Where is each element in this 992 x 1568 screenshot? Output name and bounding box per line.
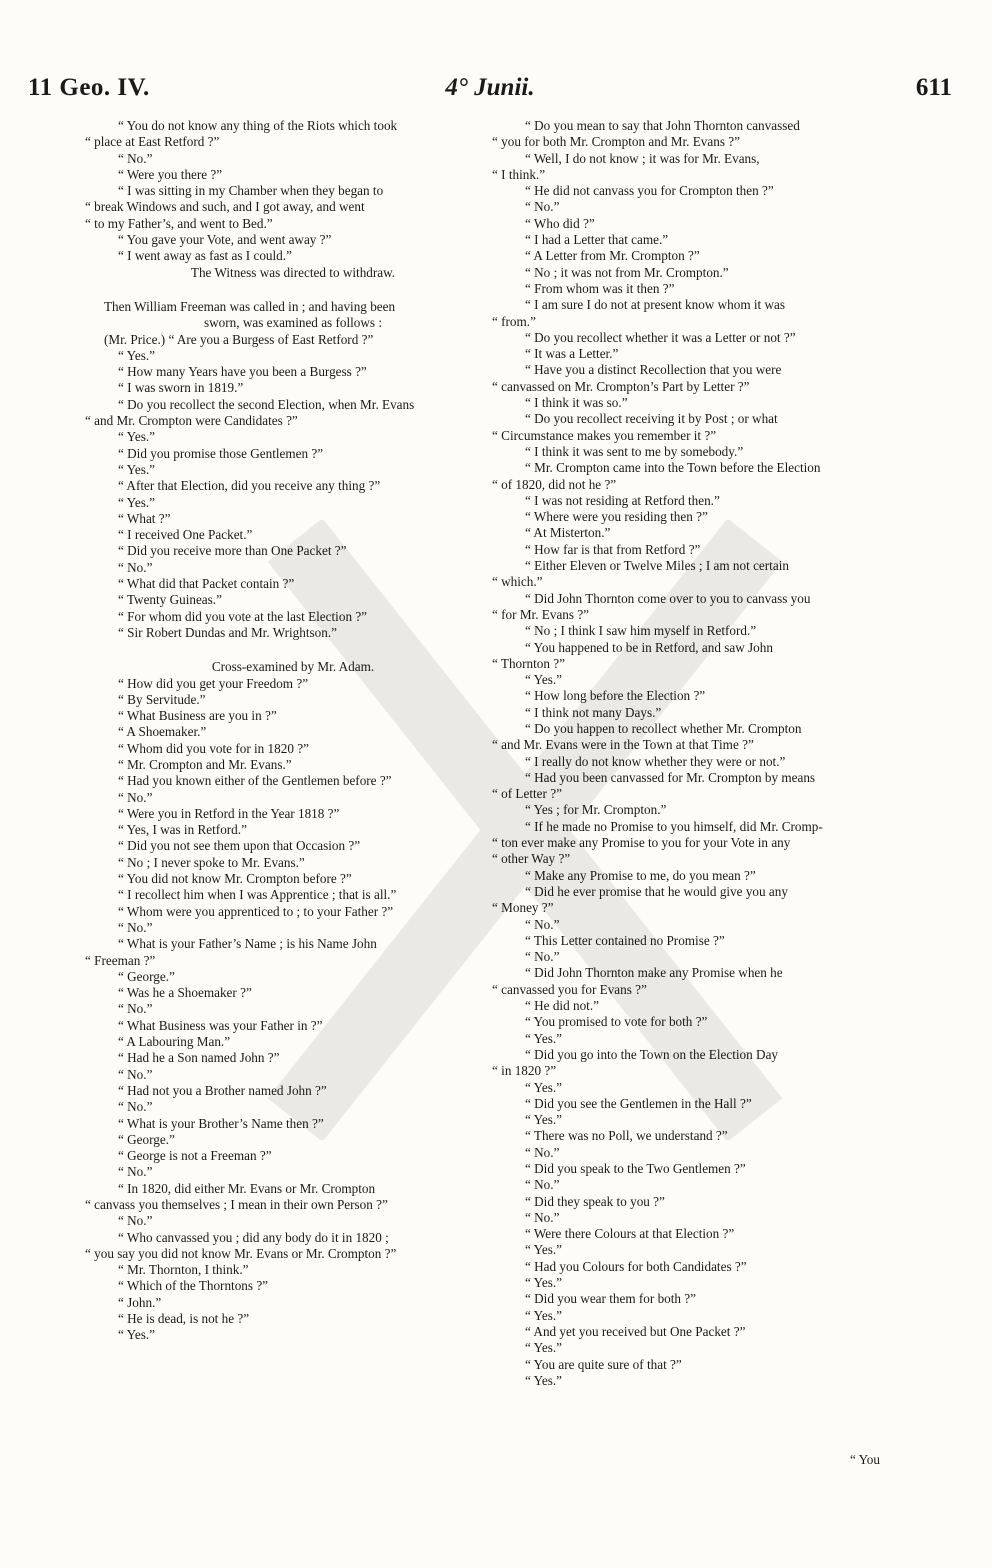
text-line: “ George is not a Freeman ?”	[118, 1148, 272, 1164]
text-line: “ Yes.”	[118, 461, 155, 477]
text-line: “ other Way ?”	[492, 851, 571, 867]
text-line: “ Had you known either of the Gentlemen before ?”	[118, 773, 392, 789]
text-line: “ No.”	[118, 1001, 153, 1017]
text-line: “ You gave your Vote, and went away ?”	[118, 232, 332, 248]
text-line: “ Did John Thornton come over to you to canvass you	[525, 590, 811, 606]
text-line: “ Where were you residing then ?”	[525, 509, 708, 525]
text-line: “ From whom was it then ?”	[525, 280, 675, 296]
text-line: “ After that Election, did you receive any thing ?”	[118, 478, 381, 494]
text-line: “ I recollect him when I was Apprentice ; that is all.”	[118, 887, 397, 903]
text-line: “ A Letter from Mr. Crompton ?”	[525, 248, 700, 264]
text-line: “ Yes.”	[525, 1340, 562, 1356]
text-line: “ Whom did you vote for in 1820 ?”	[118, 740, 309, 756]
text-line: “ I was not residing at Retford then.”	[525, 492, 720, 508]
text-line: “ Did you go into the Town on the Election Day	[525, 1046, 779, 1062]
text-line: “ to my Father’s, and went to Bed.”	[85, 215, 273, 231]
text-line: “ Either Eleven or Twelve Miles ; I am not certain	[525, 558, 789, 574]
text-line: “ Whom were you apprenticed to ; to your Father ?”	[118, 903, 394, 919]
text-line: “ You happened to be in Retford, and saw John	[525, 639, 773, 655]
text-line: “ How long before the Election ?”	[525, 688, 706, 704]
catchword: “ You	[849, 1452, 880, 1467]
text-line: “ This Letter contained no Promise ?”	[525, 932, 725, 948]
text-line: “ No.”	[118, 1164, 153, 1180]
text-line: The Witness was directed to withdraw.	[190, 264, 396, 280]
spacer	[104, 641, 482, 659]
text-line: “ Do you recollect receiving it by Post ; or what	[525, 411, 778, 427]
left-column	[85, 118, 482, 1344]
text-line: “ No ; it was not from Mr. Crompton.”	[525, 264, 729, 280]
text-line: “ Were you in Retford in the Year 1818 ?”	[118, 805, 340, 821]
text-line: “ Yes.”	[118, 347, 155, 363]
text-line: “ In 1820, did either Mr. Evans or Mr. Crompton	[118, 1180, 376, 1196]
text-line: “ I went away as fast as I could.”	[118, 248, 292, 264]
text-line: “ in 1820 ?”	[492, 1063, 557, 1079]
text-line: “ If he made no Promise to you himself, did Mr. Cromp-	[525, 818, 823, 834]
text-line: “ for Mr. Evans ?”	[492, 606, 590, 622]
text-line: “ What is your Brother’s Name then ?”	[118, 1115, 324, 1131]
text-line: “ How far is that from Retford ?”	[525, 541, 701, 557]
text-line: “ No.”	[118, 150, 153, 166]
text-line: “ from.”	[492, 313, 536, 329]
text-line: “ You promised to vote for both ?”	[525, 1014, 708, 1030]
text-line: “ Who did ?”	[525, 215, 595, 231]
text-line: “ you say you did not know Mr. Evans or Mr. Crompton ?”	[85, 1245, 397, 1261]
text-line: “ Well, I do not know ; it was for Mr. Evans,	[525, 150, 760, 166]
text-line: “ What did that Packet contain ?”	[118, 576, 295, 592]
text-line: “ Did you not see them upon that Occasion ?”	[118, 838, 361, 854]
text-line: “ No.”	[525, 916, 560, 932]
text-line: “ Yes.”	[525, 1030, 562, 1046]
text-line: “ He did not.”	[525, 998, 599, 1014]
text-line: “ No.”	[525, 1177, 560, 1193]
text-line: “ No.”	[118, 1099, 153, 1115]
text-line: “ Had not you a Brother named John ?”	[118, 1082, 327, 1098]
text-line: “ George.”	[118, 968, 175, 984]
text-line: “ Yes.”	[525, 1372, 562, 1388]
text-line: “ No.”	[525, 1209, 560, 1225]
text-line: “ Did you speak to the Two Gentlemen ?”	[525, 1161, 746, 1176]
text-line: “ ton ever make any Promise to you for your Vote in any	[492, 835, 791, 851]
text-line: “ Yes.”	[525, 1242, 562, 1258]
text-line: “ A Labouring Man.”	[118, 1034, 231, 1050]
text-line: “ Yes.”	[525, 672, 562, 688]
text-line: Cross-examined by Mr. Adam.	[211, 659, 375, 675]
text-line: “ Did he ever promise that he would give you any	[525, 883, 788, 899]
spacer	[104, 281, 482, 299]
text-line: “ No.”	[118, 1066, 153, 1082]
text-line: “ Mr. Thornton, I think.”	[118, 1262, 249, 1278]
text-line: “ Was he a Shoemaker ?”	[118, 985, 252, 1001]
text-line: “ And yet you received but One Packet ?”	[525, 1323, 746, 1339]
text-line: “ You are quite sure of that ?”	[525, 1356, 682, 1372]
text-line: “ Yes.”	[525, 1112, 562, 1128]
text-line: “ Yes.”	[118, 494, 155, 510]
text-line: “ Do you recollect the second Election, when Mr. Evans	[118, 396, 415, 412]
text-line: “ Yes.”	[525, 1275, 562, 1291]
text-line: Then William Freeman was called in ; and having been	[104, 298, 396, 314]
right-column	[492, 118, 889, 1389]
text-line: “ break Windows and such, and I got away, and went	[85, 199, 365, 215]
text-line: “ Mr. Crompton came into the Town before the Election	[525, 460, 821, 476]
text-line: “ Twenty Guineas.”	[118, 592, 222, 608]
text-line: “ Yes ; for Mr. Crompton.”	[525, 802, 667, 818]
text-line: “ You do not know any thing of the Riots which took	[118, 118, 398, 133]
text-line: “ Do you recollect whether it was a Letter or not ?”	[525, 329, 796, 345]
text-line: “ canvassed on Mr. Crompton’s Part by Letter ?”	[492, 378, 750, 394]
text-line: “ No.”	[118, 789, 153, 805]
text-line: “ of Letter ?”	[492, 786, 562, 802]
text-line: “ I was sworn in 1819.”	[118, 380, 244, 396]
text-line: sworn, was examined as follows :	[204, 315, 382, 331]
text-line: “ of 1820, did not he ?”	[492, 476, 617, 492]
text-line: “ I think.”	[492, 166, 546, 182]
text-line: “ What is your Father’s Name ; is his Name John	[118, 936, 377, 952]
text-line: “ and Mr. Crompton were Candidates ?”	[85, 413, 298, 429]
text-line: “ What ?”	[118, 510, 171, 526]
text-line: “ For whom did you vote at the last Election ?”	[118, 608, 368, 624]
text-line: “ No.”	[118, 559, 153, 575]
text-line: “ How many Years have you been a Burgess ?”	[118, 364, 367, 380]
text-line: “ you for both Mr. Crompton and Mr. Evans ?”	[492, 134, 740, 150]
text-line: “ Make any Promise to me, do you mean ?”	[525, 867, 756, 883]
text-line: “ Freeman ?”	[85, 952, 156, 968]
page-number: 611	[915, 74, 952, 101]
text-line: “ Yes.”	[118, 429, 155, 445]
text-line: “ Were there Colours at that Election ?”	[525, 1226, 735, 1242]
text-line: “ No.”	[118, 1213, 153, 1229]
regnal-year: 11 Geo. IV.	[28, 74, 150, 101]
text-line: “ Thornton ?”	[492, 655, 565, 671]
text-line: “ I think not many Days.”	[525, 704, 662, 720]
text-line: “ Did they speak to you ?”	[525, 1193, 665, 1209]
text-line: “ Circumstance makes you remember it ?”	[492, 427, 717, 443]
text-line: “ Mr. Crompton and Mr. Evans.”	[118, 756, 292, 772]
text-line: “ What Business are you in ?”	[118, 708, 277, 724]
text-line: “ I really do not know whether they were or not.”	[525, 753, 786, 769]
text-line: “ Did you wear them for both ?”	[525, 1291, 697, 1307]
text-line: “ I had a Letter that came.”	[525, 232, 669, 248]
text-line: “ Yes.”	[118, 1327, 155, 1343]
text-line: “ No.”	[118, 919, 153, 935]
text-line: “ Do you happen to recollect whether Mr. Crompton	[525, 720, 802, 736]
text-line: “ By Servitude.”	[118, 691, 206, 707]
text-line: “ No ; I think I saw him myself in Retford.”	[525, 623, 757, 639]
text-line: “ canvassed you for Evans ?”	[492, 981, 647, 997]
text-line: “ How did you get your Freedom ?”	[118, 675, 309, 691]
text-line: “ I received One Packet.”	[118, 527, 253, 543]
page-header	[28, 74, 952, 114]
text-line: “ George.”	[118, 1131, 175, 1147]
text-line: “ which.”	[492, 574, 543, 590]
text-line: “ No.”	[525, 199, 560, 215]
text-line: (Mr. Price.) “ Are you a Burgess of East Retford ?”	[104, 331, 374, 347]
text-line: “ Had you been canvassed for Mr. Crompton by means	[525, 769, 816, 785]
text-line: “ Were you there ?”	[118, 166, 223, 182]
text-line: “ You did not know Mr. Crompton before ?”	[118, 871, 352, 887]
text-line: “ At Misterton.”	[525, 525, 611, 541]
text-line: “ It was a Letter.”	[525, 346, 619, 362]
text-line: “ Do you mean to say that John Thornton canvassed	[525, 118, 800, 133]
text-line: “ and Mr. Evans were in the Town at that Time ?”	[492, 737, 754, 753]
text-line: “ Have you a distinct Recollection that you were	[525, 362, 782, 378]
text-line: “ Did you see the Gentlemen in the Hall ?”	[525, 1095, 752, 1111]
text-line: “ Did you receive more than One Packet ?”	[118, 543, 347, 559]
text-line: “ Did John Thornton make any Promise when he	[525, 965, 783, 981]
text-line: “ No ; I never spoke to Mr. Evans.”	[118, 854, 305, 870]
text-line: “ Had you Colours for both Candidates ?”	[525, 1258, 747, 1274]
text-line: “ I think it was sent to me by somebody.”	[525, 443, 744, 459]
text-line: “ Did you promise those Gentlemen ?”	[118, 445, 324, 461]
text-line: “ Had he a Son named John ?”	[118, 1050, 280, 1066]
text-line: “ Yes, I was in Retford.”	[118, 822, 247, 838]
text-line: “ Which of the Thorntons ?”	[118, 1278, 269, 1294]
text-line: “ I was sitting in my Chamber when they began to	[118, 183, 384, 199]
text-line: “ A Shoemaker.”	[118, 724, 207, 740]
text-line: “ He did not canvass you for Crompton then ?”	[525, 183, 774, 199]
text-line: “ Money ?”	[492, 900, 554, 916]
text-line: “ No.”	[525, 949, 560, 965]
text-line: “ John.”	[118, 1294, 162, 1310]
text-line: “ Who canvassed you ; did any body do it in 1820 ;	[118, 1229, 389, 1245]
text-line: “ Yes.”	[525, 1079, 562, 1095]
text-line: “ canvass you themselves ; I mean in their own Person ?”	[85, 1197, 388, 1212]
text-line: “ Yes.”	[525, 1307, 562, 1323]
date-heading: 4° Junii.	[445, 74, 535, 101]
text-line: “ No.”	[525, 1144, 560, 1160]
text-line: “ Sir Robert Dundas and Mr. Wrightson.”	[118, 624, 337, 640]
text-line: “ There was no Poll, we understand ?”	[525, 1128, 728, 1144]
text-line: “ He is dead, is not he ?”	[118, 1311, 250, 1327]
text-line: “ I am sure I do not at present know whom it was	[525, 297, 786, 313]
text-line: “ What Business was your Father in ?”	[118, 1017, 323, 1033]
text-line: “ place at East Retford ?”	[85, 134, 220, 150]
text-line: “ I think it was so.”	[525, 395, 628, 411]
